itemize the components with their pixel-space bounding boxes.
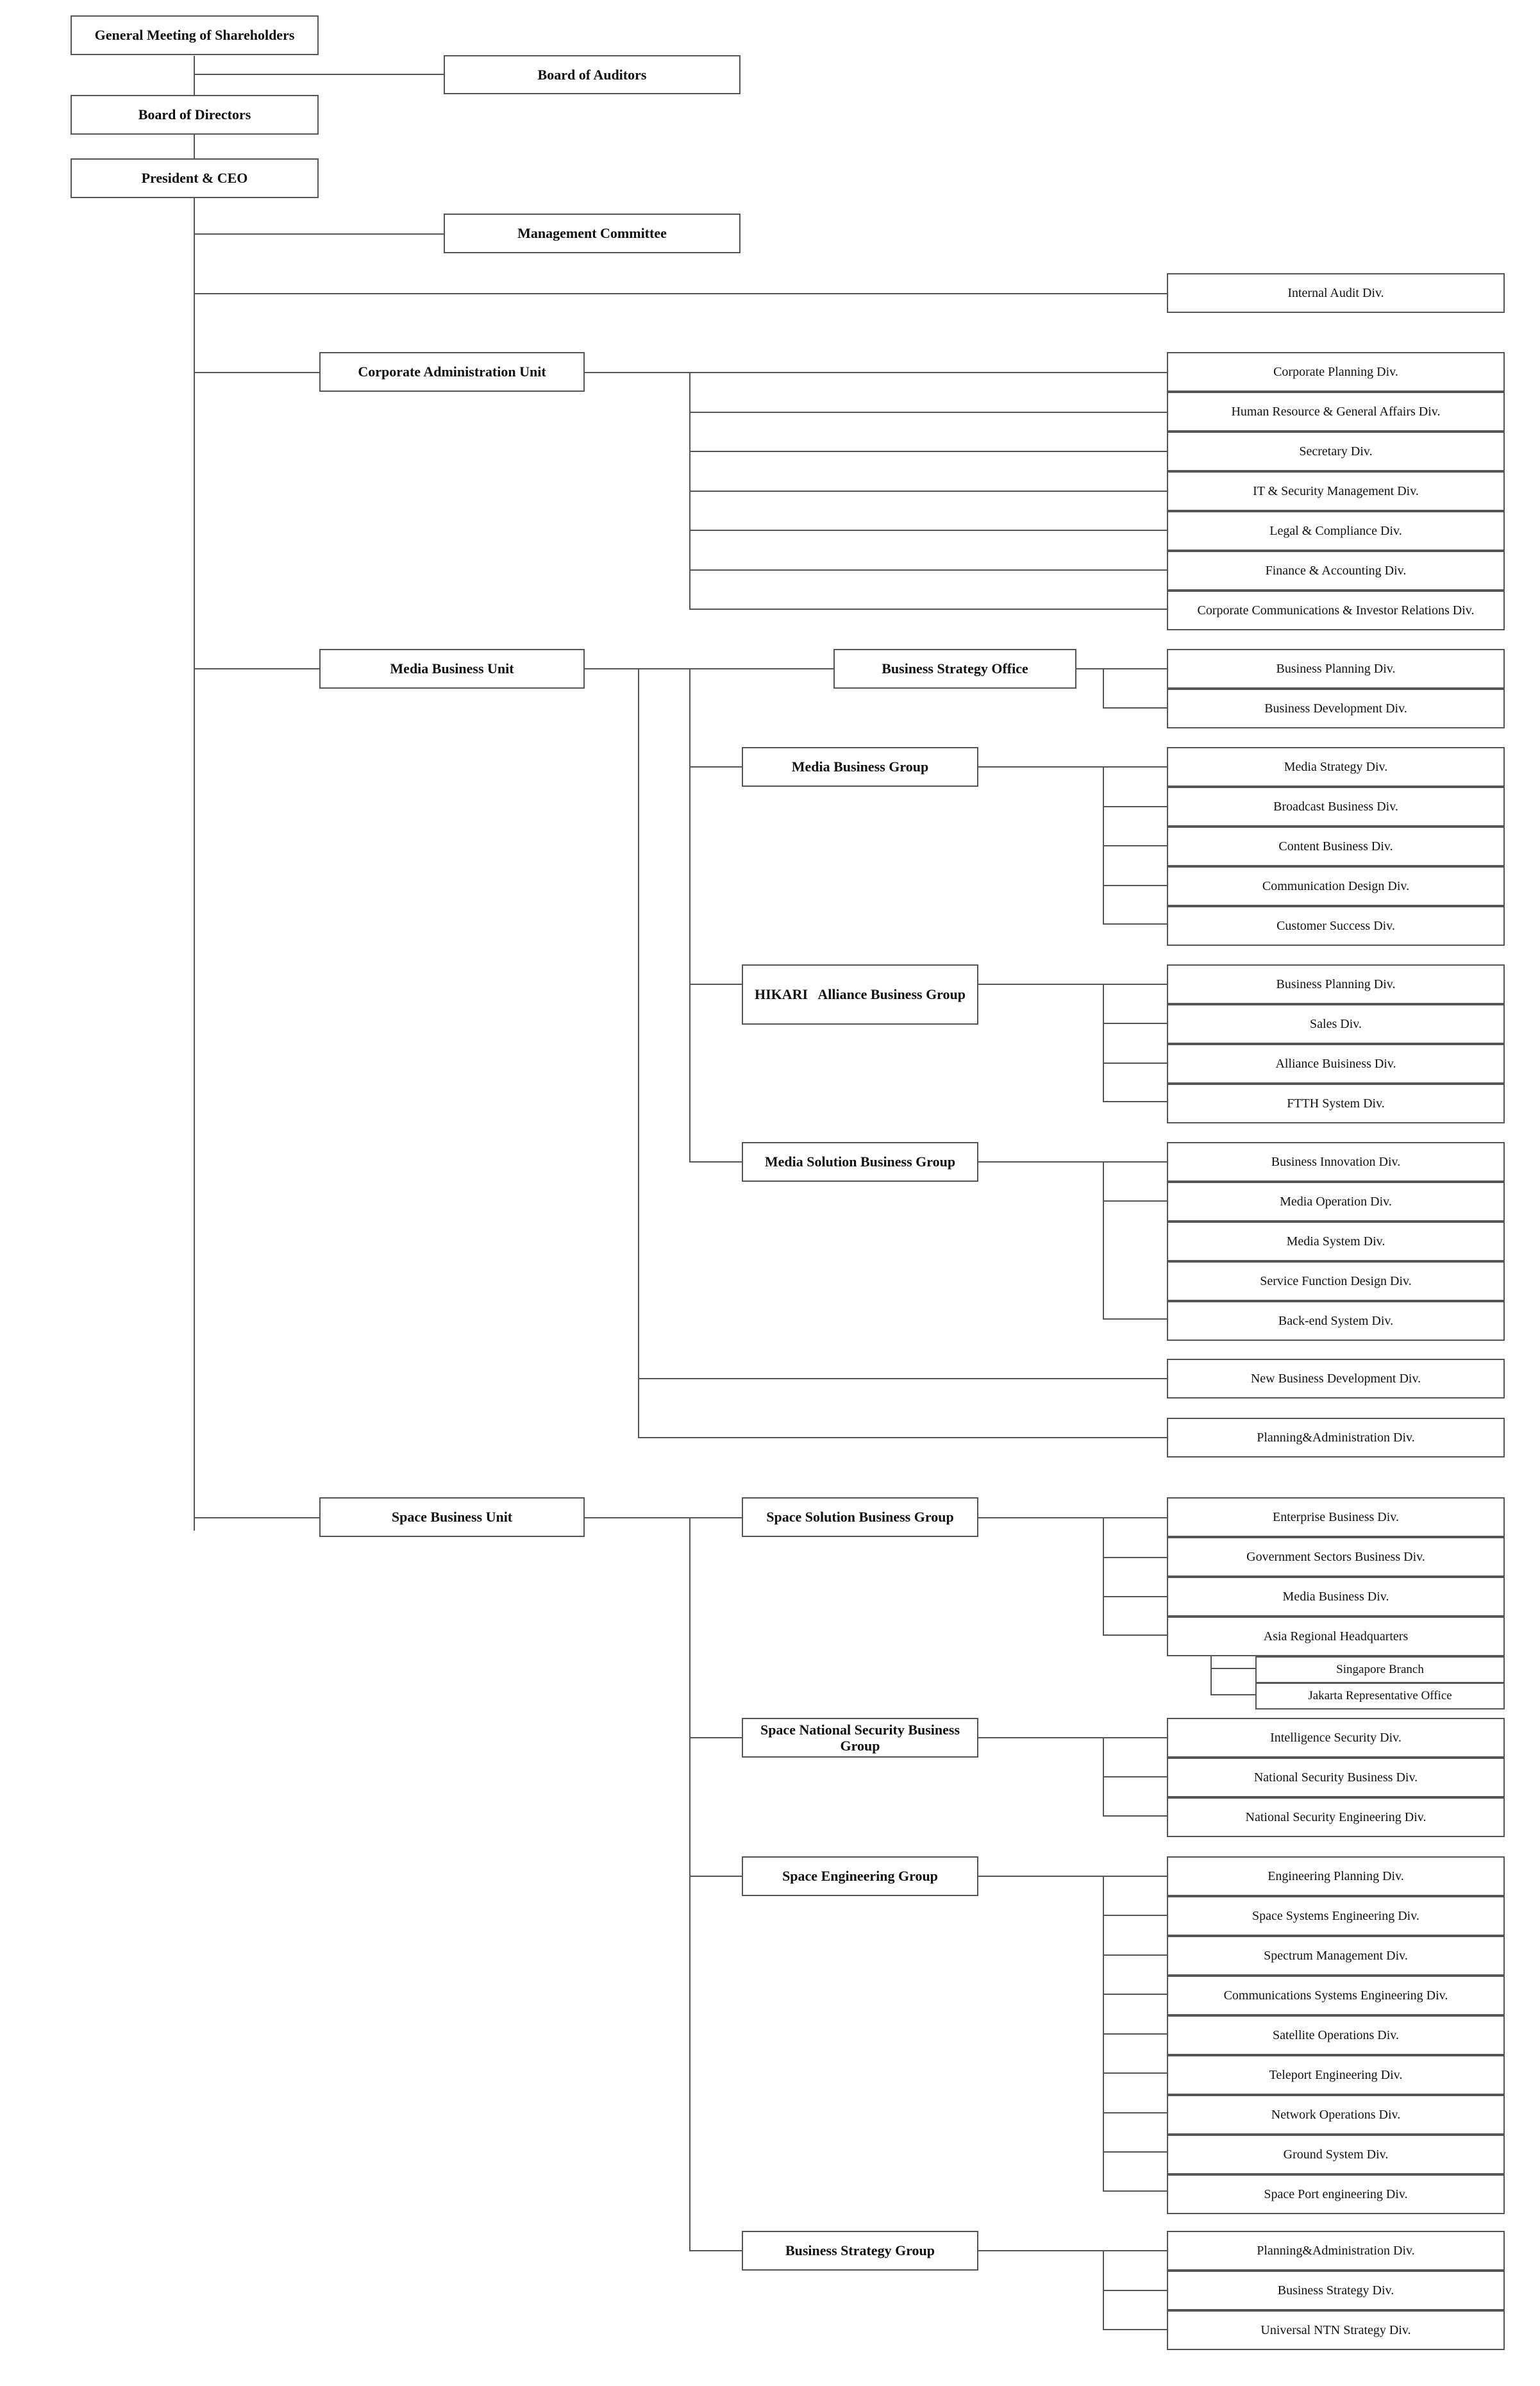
connector xyxy=(194,56,195,1531)
connector xyxy=(1103,1101,1167,1102)
space-engineering-div-box: Network Operations Div. xyxy=(1167,2095,1505,2135)
media-solution-div-box: Service Function Design Div. xyxy=(1167,1261,1505,1301)
connector xyxy=(638,668,639,1438)
connector xyxy=(585,1517,742,1518)
business-strategy-group-box: Business Strategy Group xyxy=(742,2231,978,2271)
media-solution-div-box: Business Innovation Div. xyxy=(1167,1142,1505,1182)
connector xyxy=(1103,2033,1167,2035)
connector xyxy=(194,372,319,373)
space-engineering-div-box: Teleport Engineering Div. xyxy=(1167,2055,1505,2095)
connector xyxy=(1103,2290,1167,2291)
auditors-box: Board of Auditors xyxy=(444,55,741,94)
connector xyxy=(689,412,1167,413)
space-national-security-group-box: Space National Security Business Group xyxy=(742,1718,978,1758)
connector xyxy=(1103,1776,1167,1777)
corporate-div-box: Legal & Compliance Div. xyxy=(1167,511,1505,551)
strategy-office-div-box: Business Development Div. xyxy=(1167,689,1505,728)
connector xyxy=(194,293,1167,294)
hikari-alliance-group-box: HIKARI Alliance Business Group xyxy=(742,964,978,1025)
connector xyxy=(978,1876,1167,1877)
space-engineering-div-box: Engineering Planning Div. xyxy=(1167,1856,1505,1896)
connector xyxy=(1103,806,1167,807)
media-solution-group-box: Media Solution Business Group xyxy=(742,1142,978,1182)
media-unit-box: Media Business Unit xyxy=(319,649,585,689)
media-group-div-box: Media Strategy Div. xyxy=(1167,747,1505,787)
connector xyxy=(1103,845,1167,846)
business-strategy-div-box: Planning&Administration Div. xyxy=(1167,2231,1505,2271)
connector xyxy=(638,1378,1167,1379)
hikari-div-box: Sales Div. xyxy=(1167,1004,1505,1044)
connector xyxy=(1103,2329,1167,2330)
connector xyxy=(978,984,1167,985)
corporate-div-box: Human Resource & General Affairs Div. xyxy=(1167,392,1505,432)
connector xyxy=(978,2250,1167,2251)
connector xyxy=(689,609,1167,610)
connector xyxy=(1103,1915,1167,1916)
connector xyxy=(689,668,690,1162)
space-engineering-div-box: Communications Systems Engineering Div. xyxy=(1167,1976,1505,2015)
connector xyxy=(689,1161,742,1163)
connector xyxy=(1103,1815,1167,1817)
space-engineering-div-box: Space Systems Engineering Div. xyxy=(1167,1896,1505,1936)
connector xyxy=(1103,2190,1167,2192)
connector xyxy=(978,766,1167,768)
connector xyxy=(1103,1023,1167,1024)
connector xyxy=(689,569,1167,571)
space-solution-div-box: Media Business Div. xyxy=(1167,1577,1505,1617)
management-committee-box: Management Committee xyxy=(444,214,741,253)
hikari-div-box: FTTH System Div. xyxy=(1167,1084,1505,1123)
connector xyxy=(689,451,1167,452)
hikari-div-box: Business Planning Div. xyxy=(1167,964,1505,1004)
media-group-div-box: Customer Success Div. xyxy=(1167,906,1505,946)
connector xyxy=(1103,1200,1167,1202)
connector xyxy=(1103,885,1167,886)
connector xyxy=(1103,1557,1167,1558)
space-solution-group-box: Space Solution Business Group xyxy=(742,1497,978,1537)
connector xyxy=(1210,1655,1212,1695)
connector xyxy=(1103,1063,1167,1064)
media-solution-div-box: Back-end System Div. xyxy=(1167,1301,1505,1341)
business-strategy-div-box: Business Strategy Div. xyxy=(1167,2271,1505,2310)
connector xyxy=(1103,1634,1167,1636)
connector xyxy=(1103,707,1167,709)
media-group-div-box: Broadcast Business Div. xyxy=(1167,787,1505,827)
connector xyxy=(638,1437,1167,1438)
ceo-box: President & CEO xyxy=(71,158,319,198)
connector xyxy=(1210,1694,1255,1695)
space-engineering-div-box: Satellite Operations Div. xyxy=(1167,2015,1505,2055)
connector xyxy=(194,74,444,75)
space-solution-div-box: Asia Regional Headquarters xyxy=(1167,1617,1505,1656)
connector xyxy=(194,668,319,669)
connector xyxy=(585,668,833,669)
connector xyxy=(194,233,444,235)
connector xyxy=(1076,668,1167,669)
connector xyxy=(1103,1161,1104,1319)
connector xyxy=(978,1517,1167,1518)
media-direct-div-box: New Business Development Div. xyxy=(1167,1359,1505,1399)
directors-box: Board of Directors xyxy=(71,95,319,135)
media-business-group-box: Media Business Group xyxy=(742,747,978,787)
strategy-office-div-box: Business Planning Div. xyxy=(1167,649,1505,689)
space-engineering-div-box: Spectrum Management Div. xyxy=(1167,1936,1505,1976)
connector xyxy=(1103,2151,1167,2153)
branch-box: Singapore Branch xyxy=(1255,1656,1505,1683)
media-solution-div-box: Media Operation Div. xyxy=(1167,1182,1505,1222)
connector xyxy=(1103,1318,1167,1320)
connector xyxy=(1103,668,1104,708)
space-engineering-div-box: Space Port engineering Div. xyxy=(1167,2174,1505,2214)
internal-audit-box: Internal Audit Div. xyxy=(1167,273,1505,313)
media-solution-div-box: Media System Div. xyxy=(1167,1222,1505,1261)
space-solution-div-box: Government Sectors Business Div. xyxy=(1167,1537,1505,1577)
connector xyxy=(1103,2072,1167,2074)
space-engineering-group-box: Space Engineering Group xyxy=(742,1856,978,1896)
corporate-div-box: Corporate Communications & Investor Relations Div. xyxy=(1167,591,1505,630)
connector xyxy=(978,1161,1167,1163)
business-strategy-office-box: Business Strategy Office xyxy=(833,649,1076,689)
space-engineering-div-box: Ground System Div. xyxy=(1167,2135,1505,2174)
connector xyxy=(1103,1517,1104,1635)
connector xyxy=(1103,984,1104,1102)
connector xyxy=(1103,923,1167,925)
corporate-div-box: Corporate Planning Div. xyxy=(1167,352,1505,392)
connector xyxy=(1103,1994,1167,1995)
hikari-div-box: Alliance Buisiness Div. xyxy=(1167,1044,1505,1084)
connector xyxy=(194,1517,319,1518)
connector xyxy=(585,372,1167,373)
shareholders-box: General Meeting of Shareholders xyxy=(71,15,319,55)
connector xyxy=(689,1876,742,1877)
connector xyxy=(1103,1596,1167,1597)
media-direct-div-box: Planning&Administration Div. xyxy=(1167,1418,1505,1458)
connector xyxy=(1103,2112,1167,2113)
corporate-div-box: Secretary Div. xyxy=(1167,432,1505,471)
connector xyxy=(689,1737,742,1738)
national-security-div-box: National Security Business Div. xyxy=(1167,1758,1505,1797)
branch-box: Jakarta Representative Office xyxy=(1255,1683,1505,1710)
connector xyxy=(1103,1954,1167,1956)
national-security-div-box: Intelligence Security Div. xyxy=(1167,1718,1505,1758)
space-solution-div-box: Enterprise Business Div. xyxy=(1167,1497,1505,1537)
space-unit-box: Space Business Unit xyxy=(319,1497,585,1537)
connector xyxy=(689,530,1167,531)
connector xyxy=(978,1737,1167,1738)
connector xyxy=(689,766,742,768)
national-security-div-box: National Security Engineering Div. xyxy=(1167,1797,1505,1837)
connector xyxy=(689,984,742,985)
connector xyxy=(689,491,1167,492)
business-strategy-div-box: Universal NTN Strategy Div. xyxy=(1167,2310,1505,2350)
media-group-div-box: Content Business Div. xyxy=(1167,827,1505,866)
corporate-unit-box: Corporate Administration Unit xyxy=(319,352,585,392)
corporate-div-box: IT & Security Management Div. xyxy=(1167,471,1505,511)
media-group-div-box: Communication Design Div. xyxy=(1167,866,1505,906)
corporate-div-box: Finance & Accounting Div. xyxy=(1167,551,1505,591)
connector xyxy=(689,1517,690,2251)
connector xyxy=(689,2250,742,2251)
connector xyxy=(1210,1668,1255,1669)
